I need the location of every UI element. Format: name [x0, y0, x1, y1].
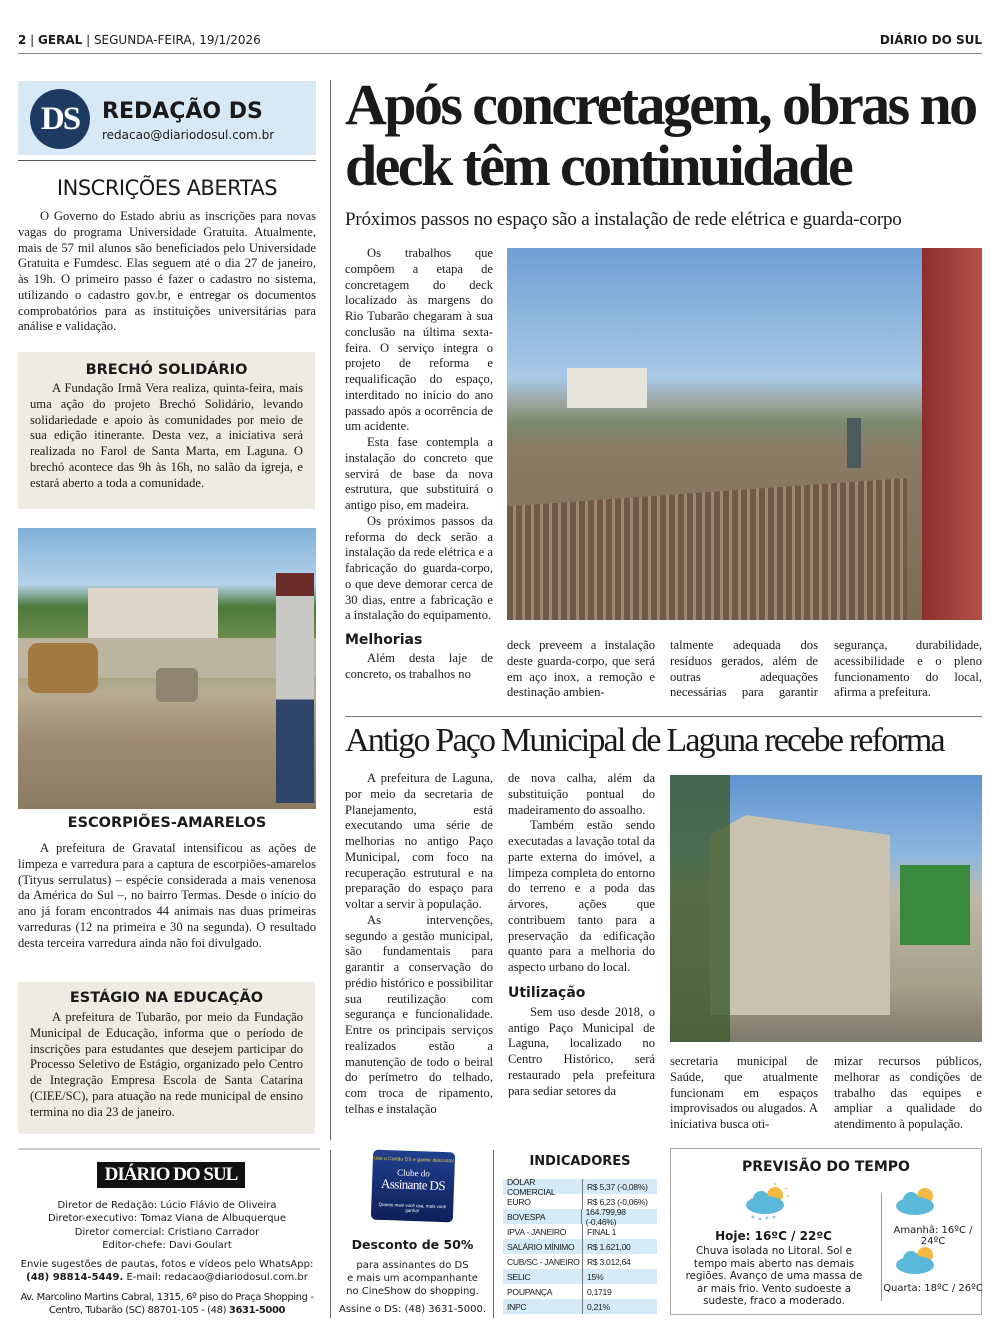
- indicator-row: [503, 1254, 657, 1269]
- estagio-box: ESTÁGIO NA EDUCAÇÃO A prefeitura de Tubarão, por meio da Fundação Municipal de Educação, informa que o período de inscrições para estudantes que desejem participar do Processo Seletivo de Estágio, organizado pelo Centro de Integração Empresa Escola de Santa Catarina (CIEE/SC), para atuação na rede municipal de ensino termina no dia 23 de janeiro.: [18, 982, 315, 1134]
- concrete-block: [156, 668, 198, 702]
- indicadores-title: INDICADORES: [529, 1154, 631, 1169]
- rebar-grid: [507, 478, 907, 620]
- excavator: [28, 643, 98, 693]
- brecho-box: BRECHÓ SOLIDÁRIO A Fundação Irmã Vera realiza, quinta-feira, mais uma ação do projeto Brechó Solidário, levando solidariedade e apoio às comunidades por meio de sua edição itinerante. Desta vez, a iniciativa será realizada no Farol de Santa Marta, em Laguna. O brechó acontece das 9h às 16h, no salão da igreja, e estará aberto a toda a comunidade.: [18, 352, 315, 509]
- article2-col2: de nova calha, além da substituição pontual do madeiramento do assoalho. Também estão sendo executadas a lavação total da parte externa do imóvel, a limpeza completa do entorno do terreno e a poda das árvores, ações que contribuem tanto para a preservação da edificação quanto para a melhoria do aspecto urbano do local. Utilização Sem uso desde 2018, o antigo Paço Municipal de Laguna, localizado no Centro Histórico, será restaurado pela prefeitura para sediar setores da: [508, 771, 655, 1098]
- indicator-row: [503, 1299, 657, 1314]
- indicator-value: R$ 5,37 (-0,08%): [587, 1181, 648, 1192]
- indicator-value: 0,1719: [587, 1286, 612, 1297]
- worker: [847, 418, 861, 468]
- article-divider: [345, 716, 982, 717]
- expediente: Diretor de Redação: Lúcio Flávio de Oliveira Diretor-executivo: Tomaz Viana de Albuquerque Diretor comercial: Cristiano Carrador Editor-chefe: Davi Goulart Envie sugestões de pautas, fotos e vídeos pelo WhatsApp: (48) 98814-5449. E-mail: redacao@diariodosul.com.br Av. Marcolino Martins Cabral, 1315, 6º piso do Praça Shopping - Centro, Tubarão (SC) 88701-105 - (48) 3631-5000: [20, 1200, 314, 1317]
- page-header: 2 | GERAL | SEGUNDA-FEIRA, 19/1/2026: [18, 33, 261, 47]
- article2-col1: A prefeitura de Laguna, por meio da secretaria de Planejamento, está executando uma série de melhorias no antigo Paço Municipal, com foco na recuperação estrutural e na preparação do espaço para voltar a servir à população. As intervenções, segundo a gestão municipal, são fundamentais para garantir a conservação do prédio histórico e possibilitar sua reutilização com segurança e funcionalidade. Entre os principais serviços realizados estão a manutenção de todo o beiral do perímetro do telhado, com troca de ripamento, telhas e instalação: [345, 771, 493, 1116]
- divider: [881, 1193, 882, 1301]
- indicator-label: INPC: [503, 1299, 583, 1314]
- indicator-label: EURO: [503, 1194, 583, 1209]
- indicator-row: [503, 1239, 657, 1254]
- worker-figure: [276, 573, 314, 803]
- indicator-label: BOVESPA: [503, 1209, 582, 1224]
- paper-name: DIÁRIO DO SUL: [879, 33, 982, 47]
- indicadores-table: [503, 1176, 657, 1314]
- column-divider: [330, 80, 331, 1140]
- article1-subtitle: Próximos passos no espaço são a instalação de rede elétrica e guarda-corpo: [345, 209, 902, 230]
- indicator-label: SELIC: [503, 1269, 583, 1284]
- article1-col2: deck preveem a instalação deste guarda-corpo, que será em aço inox, a remoção e destinação ambien-: [507, 638, 655, 700]
- cloud-sun-icon: [895, 1243, 939, 1280]
- indicator-value: R$ 3.012,64: [587, 1256, 631, 1267]
- estagio-title: ESTÁGIO NA EDUCAÇÃO: [69, 990, 264, 1006]
- historic-building: [710, 815, 890, 1015]
- clube-assinante-card: Use o Cartão DS e ganhe desconto! Clube do Assinante DS Quanto mais você usa, mais você ganha!: [371, 1150, 455, 1223]
- article1-col3: talmente adequada dos resíduos gerados, além de outras adequações necessárias para garantir: [670, 638, 818, 700]
- redacao-email[interactable]: redacao@diariodosul.com.br: [102, 128, 275, 142]
- article2-col4: mizar recursos públicos, melhorar as condições de trabalho das equipes e ampliar a qualidade do atendimento à população.: [834, 1054, 982, 1131]
- clube-title: Desconto de 50%: [351, 1237, 474, 1252]
- weather-tomorrow: Amanhã: 16ºC / 24ºC: [893, 1225, 973, 1247]
- indicator-label: CUB/SC - JANEIRO: [503, 1254, 583, 1269]
- escorpioes-title: ESCORPIÕES-AMARELOS: [67, 815, 267, 831]
- page-number: 2: [18, 33, 27, 47]
- ds-logo: DS: [30, 89, 90, 149]
- indicator-row: [503, 1176, 657, 1197]
- indicator-label: IPVA - JANEIRO: [503, 1224, 583, 1239]
- inscricoes-text: O Governo do Estado abriu as inscrições para novas vagas do programa Universidade Gratuita. Atualmente, mais de 57 mil alunos são beneficiados pelo Universidade Gratuita e Fumdesc. Elas seguem até o dia 27 de janeiro, às 19h. O primeiro passo é fazer o cadastro no sistema, utilizando o cadastro gov.br, e entregar os documentos comprobatórios para as instituições universitárias para análise e validação.: [18, 209, 316, 334]
- cloud-sun-rain-icon: [745, 1183, 789, 1228]
- header-rule: [18, 53, 982, 54]
- cloud-sun-icon: [895, 1184, 939, 1221]
- redacao-box: [18, 81, 316, 155]
- weather-today: Hoje: 16ºC / 22ºC: [715, 1229, 832, 1243]
- brecho-title: BRECHÓ SOLIDÁRIO: [85, 362, 248, 378]
- divider: [18, 160, 316, 161]
- indicator-value: 15%: [587, 1271, 604, 1282]
- tree: [670, 775, 730, 1042]
- indicator-value: FINAL 1: [587, 1226, 617, 1237]
- indicator-row: [503, 1269, 657, 1284]
- indicator-value: 164.799,98 (-0,46%): [585, 1206, 626, 1227]
- weather-wednesday: Quarta: 18ºC / 26ºC: [883, 1283, 983, 1294]
- indicator-row: [503, 1284, 657, 1299]
- weather-box: [670, 1148, 982, 1315]
- inscricoes-title: INSCRIÇÕES ABERTAS: [56, 176, 278, 200]
- edition-date: SEGUNDA-FEIRA, 19/1/2026: [93, 33, 261, 47]
- redacao-title: REDAÇÃO DS: [102, 99, 263, 124]
- scorpion-cleanup-photo: [18, 528, 316, 809]
- indicator-label: DÓLAR COMERCIAL: [503, 1179, 583, 1194]
- indicator-row: [503, 1206, 657, 1227]
- escorpioes-text: A prefeitura de Gravatal intensificou as ações de limpeza e varredura para a captura de escorpiões-amarelos (Tityus serrulatus) – espécie considerada a mais venenosa da América do Sul –, no bairro Termas. Desde o início do ano já foram encontrados 44 animais nas duas primeiras varreduras (12 na primeira e 30 na segunda). O resultado desta terceira varredura ainda não foi divulgado.: [18, 841, 316, 950]
- column-divider: [330, 1150, 331, 1318]
- expediente-rule: [18, 1148, 320, 1150]
- deck-construction-photo: [507, 248, 982, 620]
- article1-col4: segurança, durabilidade, acessibilidade e o pleno funcionamento do local, afirma a prefeitura.: [834, 638, 982, 700]
- houses: [88, 588, 218, 643]
- weather-title: PREVISÃO DO TEMPO: [742, 1159, 910, 1175]
- column-divider: [493, 1150, 494, 1318]
- indicator-value: 0,21%: [587, 1301, 610, 1312]
- paco-municipal-photo: [670, 775, 982, 1042]
- indicator-value: R$ 6,23 (-0,06%): [587, 1196, 648, 1207]
- clube-text: para assinantes do DS e mais um acompanhante no CineShow do shopping. Assine o DS: (48) 3631-5000.: [339, 1260, 486, 1315]
- indicator-value: R$ 1.621,00: [587, 1241, 631, 1252]
- red-wall: [922, 248, 982, 620]
- weather-description: Chuva isolada no Litoral. Sol e tempo mais aberto nas demais regiões. Avanço de uma massa de ar mais frio. Vento sudoeste a sudeste, fraco a moderado.: [685, 1245, 863, 1307]
- article2-headline: Antigo Paço Municipal de Laguna recebe reforma: [345, 722, 944, 759]
- article2-col3: secretaria municipal de Saúde, que atualmente funcionam em espaços improvisados ou alugados. A iniciativa busca oti-: [670, 1054, 818, 1131]
- article2-subhead: Utilização: [508, 984, 586, 1001]
- indicator-label: SALÁRIO MÍNIMO: [503, 1239, 583, 1254]
- whatsapp-phone: (48) 98814-5449.: [26, 1272, 124, 1284]
- article1-col1: Os trabalhos que compõem a etapa de concretagem do deck localizado às margens do Rio Tubarão chegaram à sua conclusão na última sexta-feira. O serviço integra o projeto de reforma e requalificação do espaço, interditado no início do ano passado após a ocorrência de um acidente. Esta fase contempla a instalação do concreto que servirá de base da nova estrutura, que substituirá o antigo piso, em madeira. Os próximos passos da reforma do deck serão a instalação da rede elétrica e a fabricação do guarda-corpo, o que deve demorar cerca de 30 dias, entre a fabricação e a instalação do equipamento. Melhorias Além desta laje de concreto, os trabalhos no: [345, 246, 493, 681]
- green-sign: [900, 865, 970, 945]
- section-name: GERAL: [38, 33, 83, 47]
- article1-subhead: Melhorias: [345, 632, 423, 648]
- indicator-label: POUPANÇA: [503, 1284, 583, 1299]
- article1-headline: Após concretagem, obras no deck têm continuidade: [345, 72, 976, 198]
- diario-do-sul-logo: DIÁRIO DO SUL: [97, 1162, 245, 1188]
- buildings: [567, 368, 647, 408]
